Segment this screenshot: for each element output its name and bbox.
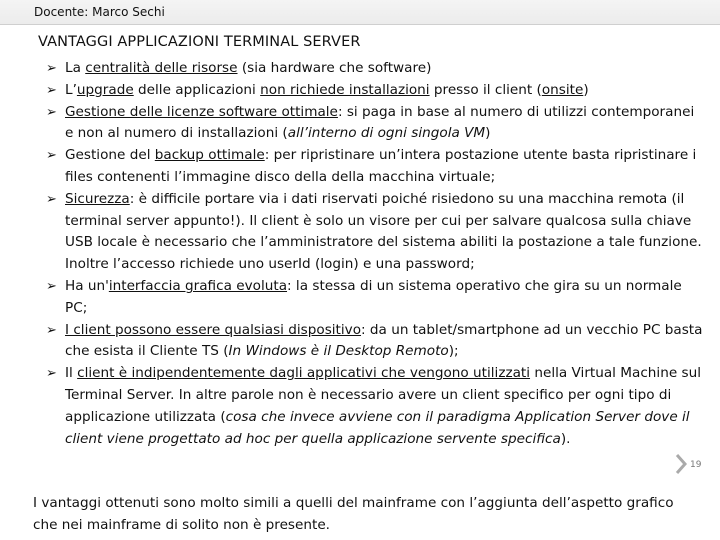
underlined-text: Sicurezza <box>65 190 130 207</box>
bullet-text: : è difficile portare via i dati riservati poiché risiedono su una macchina remota (il terminal server appunto!). Il client è solo un visore per cui per salvare qualcosa sulla chiave USB locale è necessario che l’amministratore del sistema abiliti la postazione a tale funzione. Inoltre l’accesso richiede uno userId (login) e una password; <box>65 190 702 273</box>
arrowhead-bullet-icon: ➢ <box>46 104 57 120</box>
header-bar <box>0 0 720 25</box>
italic-text: all’interno di ogni singola VM <box>287 125 486 142</box>
bullet-text: : da un tablet/smartphone ad un vecchio PC basta che esista il Cliente TS ( <box>65 321 703 360</box>
bullet-list <box>46 58 706 450</box>
chevron-right-icon <box>674 452 688 476</box>
underlined-text: centralità delle risorse <box>85 60 238 76</box>
bullet-text: : per ripristinare un’intera postazione utente basta ripristinare i files contenenti l’immagine disco della della macchina virtuale; <box>65 147 697 185</box>
bullet-item <box>46 145 706 189</box>
underlined-text: I client possono essere qualsiasi dispositivo <box>65 321 362 338</box>
underlined-text: client è indipendentemente dagli applicativi che vengono utilizzati <box>77 365 531 382</box>
bullet-item <box>46 189 706 276</box>
arrowhead-bullet-icon: ➢ <box>46 322 57 338</box>
arrowhead-bullet-icon: ➢ <box>46 278 57 294</box>
arrowhead-bullet-icon: ➢ <box>46 82 57 98</box>
bullet-text: : si paga in base al numero di utilizzi contemporanei e non al numero di installazioni ( <box>65 103 695 142</box>
bullet-item <box>46 320 706 364</box>
underlined-text: interfaccia grafica evoluta <box>108 277 288 294</box>
bullet-text: ); <box>448 343 459 360</box>
arrowhead-bullet-icon: ➢ <box>46 61 57 76</box>
closing-paragraph: I vantaggi ottenuti sono molto simili a quelli del mainframe con l’aggiunta dell’aspetto grafico che nei mainframe di solito non è presente. <box>33 495 674 533</box>
bullet-text: La <box>65 60 86 76</box>
bullet-item <box>46 276 706 320</box>
bullet-item <box>46 102 706 146</box>
page-number: 19 <box>690 460 702 470</box>
bullet-text: ). <box>560 430 571 447</box>
underlined-text: onsite <box>541 81 584 98</box>
slide-title: VANTAGGI APPLICAZIONI TERMINAL SERVER <box>38 34 361 50</box>
bullet-text: Il <box>65 365 78 382</box>
italic-text: cosa che invece avviene con il paradigma Application Server dove il client viene progettato ad hoc per quella applicazione servente specifica <box>65 408 690 447</box>
bullet-text: Gestione del <box>65 147 155 164</box>
underlined-text: Gestione delle licenze software ottimale <box>65 103 338 120</box>
bullet-text: : la stessa di un sistema operativo che gira su un normale PC; <box>65 277 682 316</box>
bullet-text: ) <box>485 125 491 142</box>
bullet-item <box>46 58 706 80</box>
bullet-text: (sia hardware che software) <box>237 60 432 76</box>
bullet-item <box>46 363 706 450</box>
arrowhead-bullet-icon: ➢ <box>46 191 57 207</box>
bullet-text: Ha un' <box>65 277 109 294</box>
bullet-item <box>46 80 706 102</box>
underlined-text: backup ottimale <box>154 147 265 164</box>
underlined-text: upgrade <box>76 81 134 98</box>
bullet-text: delle applicazioni <box>133 81 261 98</box>
arrowhead-bullet-icon: ➢ <box>46 366 57 382</box>
underlined-text: non richiede installazioni <box>260 81 430 98</box>
bullet-text: ) <box>583 81 589 98</box>
docente-label: Docente: Marco Sechi <box>34 5 165 19</box>
bullet-text: nella Virtual Machine sul Terminal Server. In altre parole non è necessario avere un client specifico per ogni tipo di applicazione utilizzata ( <box>65 365 701 425</box>
arrowhead-bullet-icon: ➢ <box>46 148 57 164</box>
bullet-text: L’ <box>65 81 77 98</box>
bullet-text: presso il client ( <box>429 81 542 98</box>
italic-text: In Windows è il Desktop Remoto <box>228 343 449 360</box>
